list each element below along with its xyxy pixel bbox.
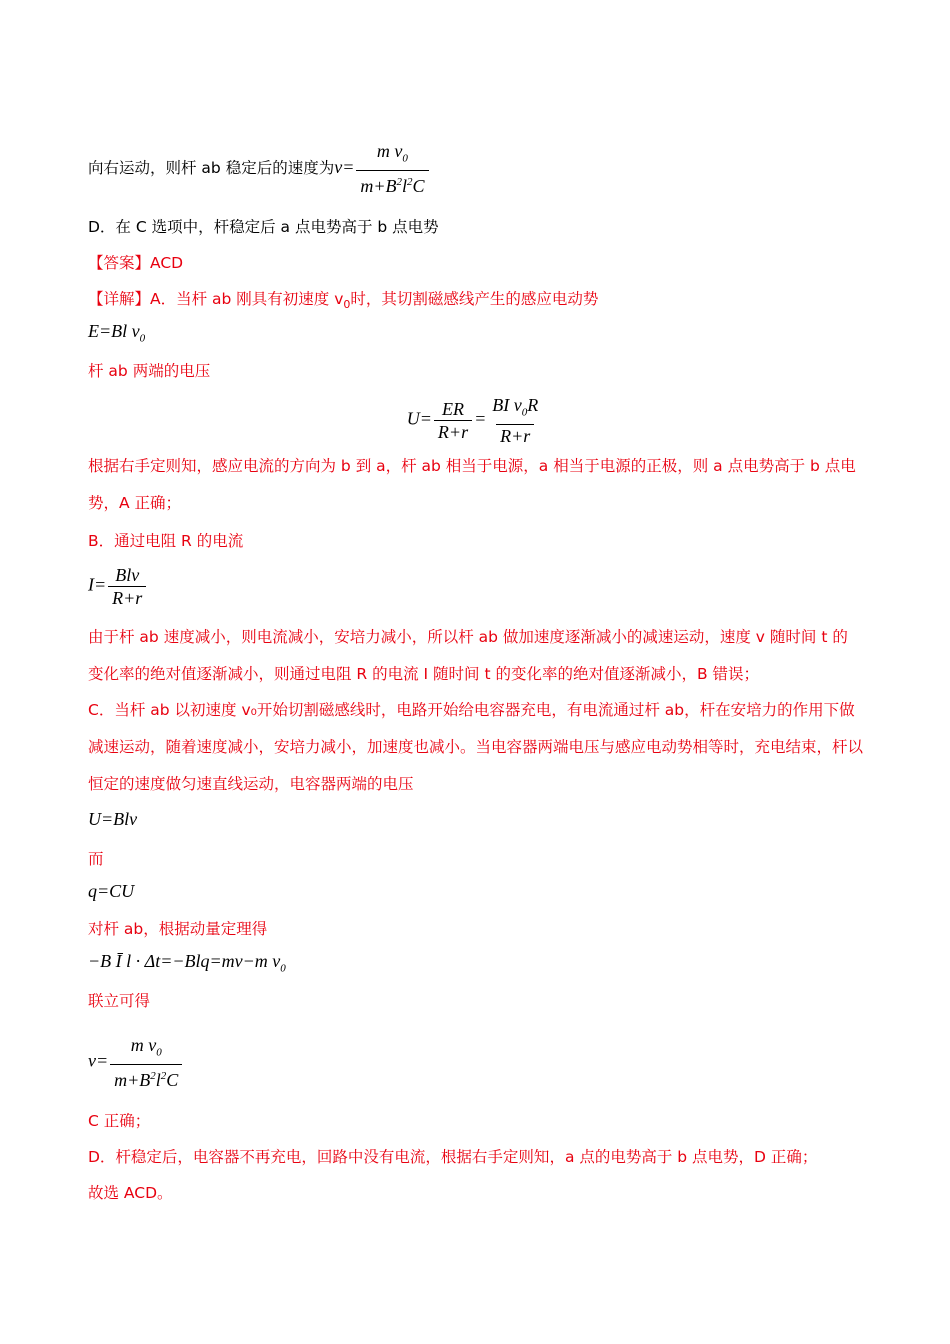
combine-label: 联立可得 <box>88 992 151 1010</box>
equation-q-cu: q=CU <box>88 881 135 901</box>
paragraph-b: 由于杆 ab 速度减小，则电流减小，安培力减小，所以杆 ab 做加速度逐渐减小的减速运动，速度 v 随时间 t 的变化率的绝对值逐渐减小，则通过电阻 R 的电流 I 随时间 t 的变化率的绝对值逐渐减小，B 错误； <box>88 628 848 683</box>
voltage-fraction-1: $\frac{ER}{R+r}$ <box>434 398 472 443</box>
equation-current: I= $\frac{\text{Blv}}{R+r}$ <box>88 564 863 609</box>
equation-voltage: U= $\frac{ER}{R+r}$ = $\frac{BI v_0R}{R+r}$ <box>88 394 863 447</box>
momentum-label: 对杆 ab，根据动量定理得 <box>88 920 268 938</box>
option-d: D．在 C 选项中，杆稳定后 a 点电势高于 b 点电势 <box>88 218 439 236</box>
equation-momentum: −B Ī l · Δt=−Blq=mv−m $v_0$ <box>88 951 286 975</box>
equation-emf: E=Bl $v_0$ <box>88 321 146 345</box>
detail-a-intro: 【详解】A．当杆 ab 刚具有初速度 $v_0$时，其切割磁感线产生的感应电动势 <box>88 290 599 312</box>
paragraph-d: D．杆稳定后，电容器不再充电，回路中没有电流，根据右手定则知，a 点的电势高于 b 点电势，D 正确； <box>88 1148 818 1166</box>
option-b-title: B．通过电阻 R 的电流 <box>88 532 244 550</box>
option-c-velocity-fraction: $\frac{m v_0}{m+B^2l^2C}$ <box>356 140 428 197</box>
paragraph-a: 根据右手定则知，感应电流的方向为 b 到 a，杆 ab 相当于电源，a 相当于电源的正极，则 a 点电势高于 b 点电势，A 正确； <box>88 457 856 512</box>
answer-line: 【答案】ACD <box>88 254 184 272</box>
paragraph-c: C．当杆 ab 以初速度 v₀开始切割磁感线时，电路开始给电容器充电，有电流通过杆 ab，杆在安培力的作用下做减速运动，随着速度减小，安培力减小，加速度也减小。当电容器两端电压与感应电动势相等时，充电结束，杆以恒定的速度做匀速直线运动，电容器两端的电压 <box>88 701 864 793</box>
voltage-label: 杆 ab 两端的电压 <box>88 362 211 380</box>
c-correct: C 正确； <box>88 1112 151 1130</box>
option-c-tail <box>88 140 863 197</box>
option-c-tail-text: 向右运动，则杆 ab 稳定后的速度为 <box>88 158 335 177</box>
current-fraction: $\frac{\text{Blv}}{R+r}$ <box>108 564 146 609</box>
voltage-fraction-2: $\frac{BI v_0R}{R+r}$ <box>492 395 539 446</box>
equation-final-velocity: v= $\frac{m v_0}{m+B^2l^2C}$ <box>88 1034 863 1091</box>
equation-u-blv: U=Blv <box>88 809 138 829</box>
word-and: 而 <box>88 850 104 868</box>
option-c-velocity-lhs: v= <box>334 156 355 177</box>
final-velocity-fraction: $\frac{m v_0}{m+B^2l^2C}$ <box>110 1034 182 1091</box>
final-answer: 故选 ACD。 <box>88 1184 173 1202</box>
